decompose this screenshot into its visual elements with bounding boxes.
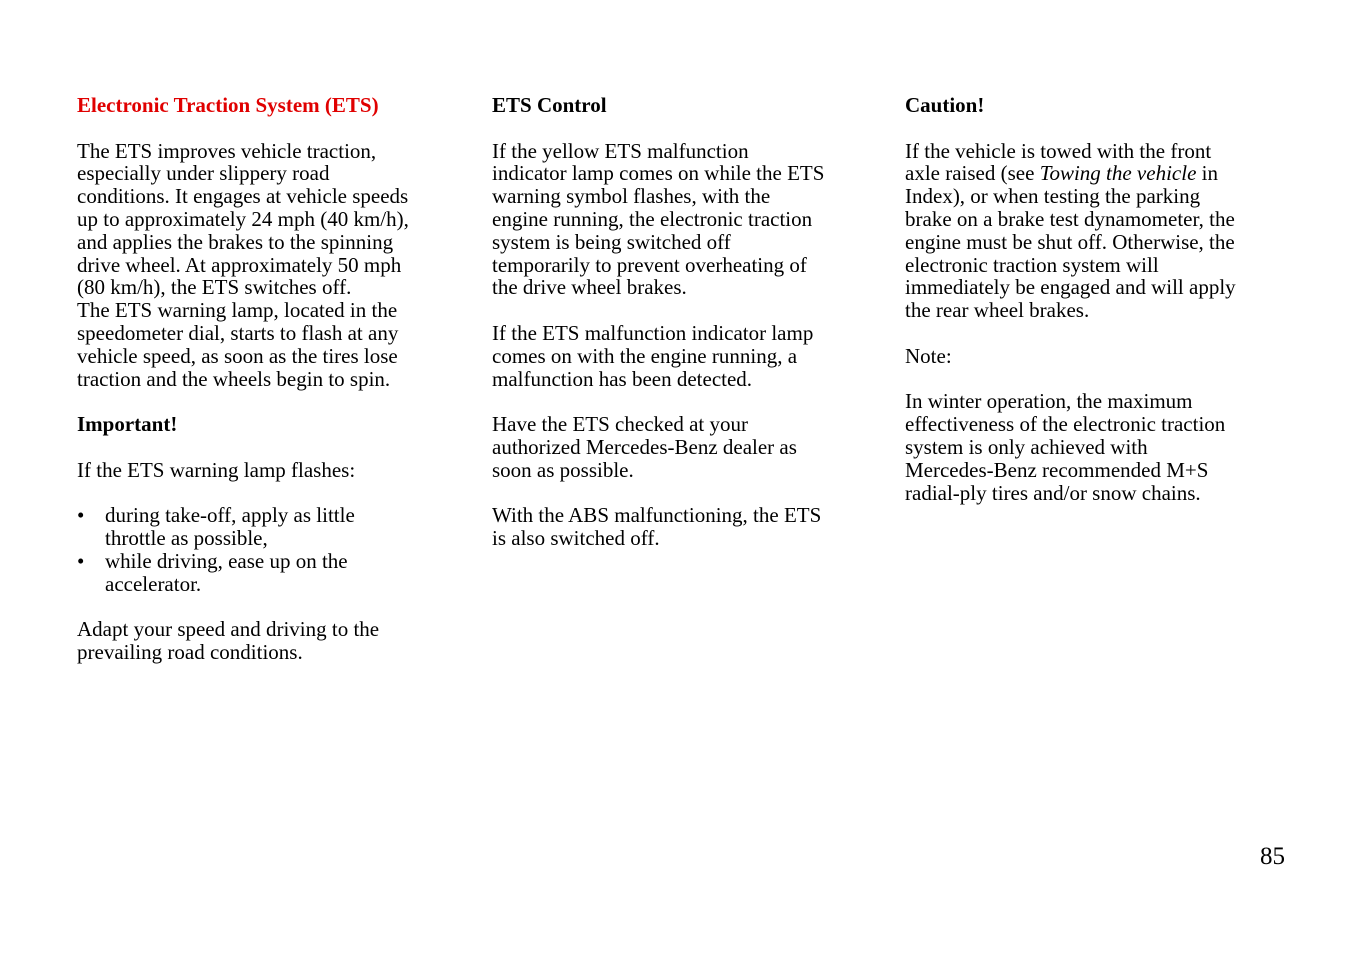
important-heading: Important! [77,412,178,437]
text-line: the rear wheel brakes. [905,298,1090,323]
note-label: Note: [905,343,952,368]
text-line: system is being switched off [492,229,731,254]
text-line: conditions. It engages at vehicle speeds [77,184,409,209]
text-line: temporarily to prevent overheating of [492,252,807,277]
text-line: speedometer dial, starts to flash at any [77,320,399,345]
paragraph [492,140,864,300]
text-line: during take-off, apply as little [105,503,355,528]
text-line: engine must be shut off. Otherwise, the [905,229,1235,254]
text-line: If the vehicle is towed with the front [905,138,1212,163]
section-heading-ets-control: ETS Control [492,93,607,117]
text-line: (80 km/h), the ETS switches off. [77,275,352,300]
text-line: accelerator. [105,571,202,596]
text-line: electronic traction system will [905,252,1159,277]
text-line: soon as possible. [492,457,634,482]
paragraph [492,504,864,550]
text-line: With the ABS malfunctioning, the ETS [492,503,822,528]
text-line: throttle as possible, [105,526,268,551]
text-segment: in [1196,161,1218,186]
bullet-icon: • [77,503,85,528]
text-line: comes on with the engine running, a [492,343,798,368]
text-line: In winter operation, the maximum [905,389,1193,414]
text-line: warning symbol flashes, with the [492,184,771,209]
text-line: engine running, the electronic traction [492,206,813,231]
text-line: the drive wheel brakes. [492,275,687,300]
text-line: system is only achieved with [905,434,1148,459]
text-line [905,162,1277,185]
text-line: vehicle speed, as soon as the tires lose [77,343,398,368]
text-line: prevailing road conditions. [77,640,303,665]
paragraph [492,413,864,481]
text-line: If the ETS malfunction indicator lamp [492,320,814,345]
list-item [77,504,449,550]
text-line: Index), or when testing the parking [905,184,1201,209]
text-line: The ETS warning lamp, located in the [77,298,398,323]
caution-paragraph [905,140,1277,322]
text-line: Have the ETS checked at your [492,412,748,437]
towing-reference: Towing the vehicle [1039,161,1197,186]
list-item [77,550,449,596]
closing-paragraph [77,618,449,664]
text-line: is also switched off. [492,526,660,551]
text-line: malfunction has been detected. [492,366,753,391]
text-line: traction and the wheels begin to spin. [77,366,391,391]
text-line: If the yellow ETS malfunction [492,138,749,163]
text-segment: axle raised (see [905,161,1040,186]
ets-description-paragraph [77,140,449,391]
text-line: immediately be engaged and will apply [905,275,1236,300]
page-number: 85 [1260,843,1285,870]
section-heading-ets: Electronic Traction System (ETS) [77,93,379,117]
text-line: and applies the brakes to the spinning [77,229,394,254]
text-line: Mercedes-Benz recommended M+S [905,457,1209,482]
text-line: authorized Mercedes-Benz dealer as [492,434,797,459]
text-line: drive wheel. At approximately 50 mph [77,252,402,277]
column-ets-overview [77,94,449,664]
important-intro: If the ETS warning lamp flashes: [77,457,356,482]
bullet-icon: • [77,548,85,573]
bullet-list [77,504,449,595]
text-line: effectiveness of the electronic traction [905,412,1226,437]
text-line: up to approximately 24 mph (40 km/h), [77,206,409,231]
text-line: Adapt your speed and driving to the [77,617,380,642]
column-caution [905,94,1277,504]
text-line: while driving, ease up on the [105,548,348,573]
caution-heading: Caution! [905,93,985,117]
note-paragraph [905,390,1277,504]
text-line: indicator lamp comes on while the ETS [492,161,825,186]
paragraph [492,322,864,390]
text-line: radial-ply tires and/or snow chains. [905,480,1201,505]
text-line: brake on a brake test dynamometer, the [905,206,1235,231]
column-ets-control [492,94,864,550]
text-line: The ETS improves vehicle traction, [77,138,377,163]
text-line: especially under slippery road [77,161,330,186]
